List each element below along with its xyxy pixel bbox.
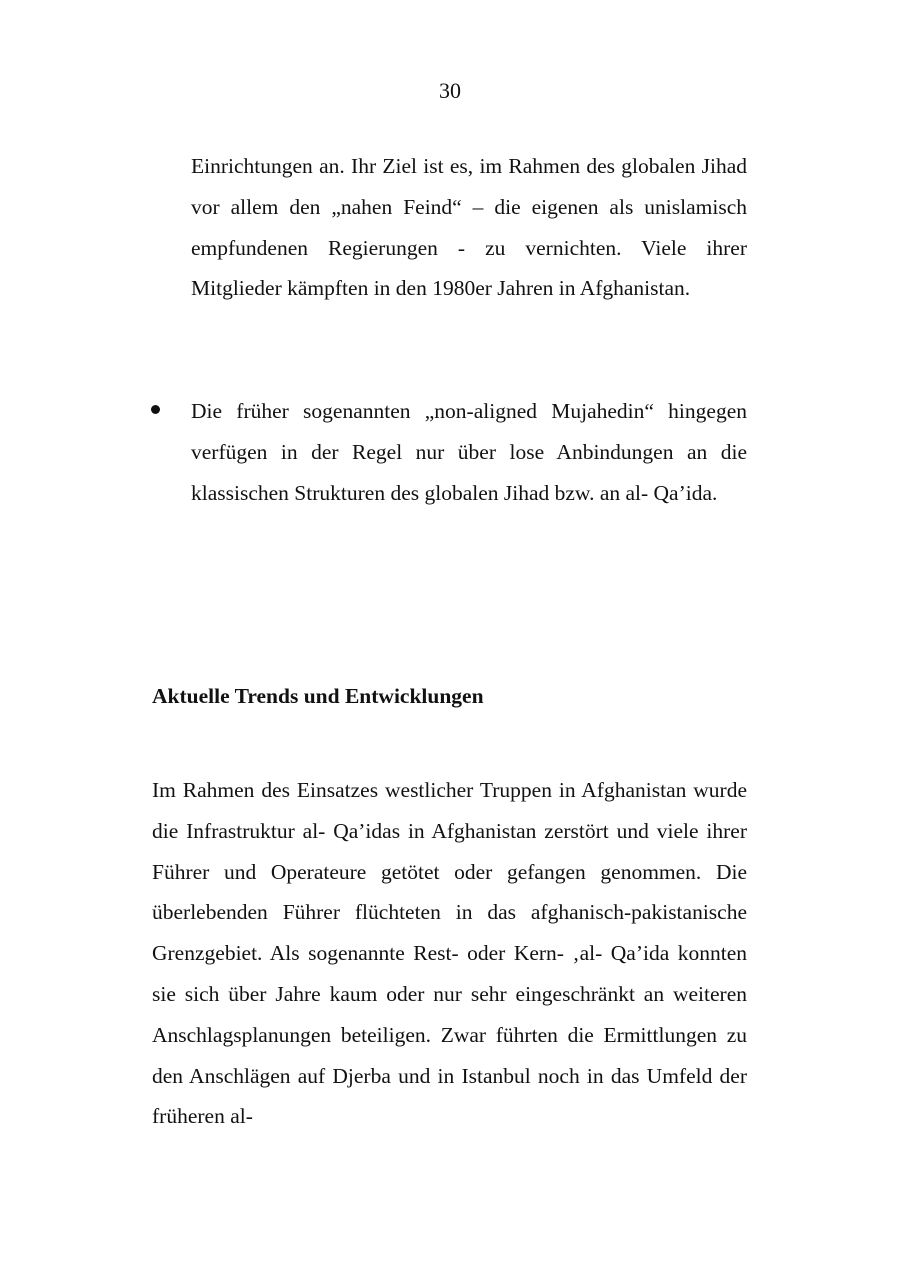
page-number: 30 (439, 78, 461, 103)
section-heading: Aktuelle Trends und Entwicklungen (152, 684, 484, 708)
bullet-text: Die früher sogenannten „non-aligned Mujahedin“ hingegen verfügen in der Regel nur über lose Anbindungen an die klassischen Strukturen des globalen Jihad bzw. an al- Qa’ida. (191, 399, 747, 505)
body-paragraph: Im Rahmen des Einsatzes westlicher Truppen in Afghanistan wurde die Infrastruktur al- Qa’idas in Afghanistan zerstört und viele ihrer Führer und Operateure getötet oder gefangen genommen. Die überlebenden Führer flüchteten in das afghanisch-pakistanische Grenzgebiet. Als sogenannte Rest- oder Kern- ‚al- Qa’ida konnten sie sich über Jahre kaum oder nur sehr eingeschränkt an weiteren Anschlagsplanungen beteiligen. Zwar führten die Ermittlungen zu den Anschlägen auf Djerba und in Istanbul noch in das Umfeld der früheren al- (152, 778, 747, 1129)
bullet-icon (151, 405, 160, 414)
continuation-paragraph: Einrichtungen an. Ihr Ziel ist es, im Rahmen des globalen Jihad vor allem den „nahen Feind“ – die eigenen als unislamisch empfundenen Regierungen - zu vernichten. Viele ihrer Mitglieder kämpften in den 1980er Jahren in Afghanistan. (191, 154, 747, 301)
